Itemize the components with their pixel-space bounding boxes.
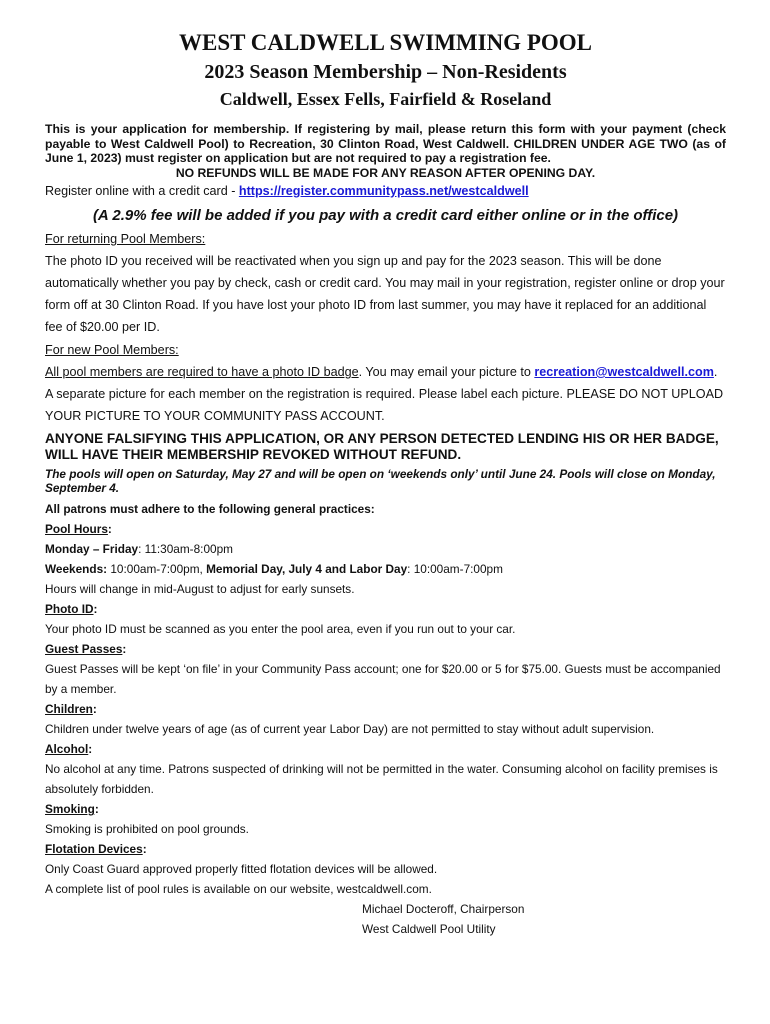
towns-subtitle: Caldwell, Essex Fells, Fairfield & Roseland: [219, 89, 552, 109]
email-link[interactable]: recreation@westcaldwell.com: [534, 365, 714, 379]
weekend-hours: 10:00am-7:00pm,: [107, 562, 207, 576]
weekday-label: Monday – Friday: [45, 542, 139, 556]
photo-id-heading: Photo ID:: [45, 602, 98, 616]
register-link[interactable]: https://register.communitypass.net/westcaldwell: [238, 184, 529, 198]
new-members-text: [45, 361, 726, 427]
new-members-section: [45, 340, 726, 361]
no-refunds-notice: NO REFUNDS WILL BE MADE FOR ANY REASON AFTER OPENING DAY.: [175, 165, 596, 180]
flotation-heading: Flotation Devices:: [45, 842, 147, 856]
season-subtitle: 2023 Season Membership – Non-Residents: [204, 61, 567, 83]
opening-dates: The pools will open on Saturday, May 27 and will be open on ‘weekends only’ until June 24. Pools will close on Monday, September 4.: [45, 467, 716, 495]
weekday-hours: : 11:30am-8:00pm: [138, 542, 233, 556]
practices-intro: All patrons must adhere to the following general practices:: [45, 502, 375, 516]
register-online-line: [45, 180, 726, 202]
returning-members-section: [45, 229, 726, 250]
weekday-hours-line: [45, 539, 726, 559]
photo-id-text: Your photo ID must be scanned as you enter the pool area, even if you run out to your car.: [45, 622, 516, 636]
hours-change-note: Hours will change in mid-August to adjust for early sunsets.: [45, 582, 355, 596]
smoking-text: Smoking is prohibited on pool grounds.: [45, 822, 249, 836]
intro-paragraph: This is your application for membership. If registering by mail, please return this form with your payment (check payable to West Caldwell Pool) to Recreation, 30 Clinton Road, West Caldwell. CHILDREN UNDER AGE TWO (as of June 1, 2023) must register on application but are not required to pay a registration fee.: [45, 122, 726, 165]
alcohol-heading: Alcohol:: [45, 742, 93, 756]
holidays-label: Memorial Day, July 4 and Labor Day: [206, 562, 408, 576]
new-members-instructions: . A separate picture for each member on the registration is required. Please label each picture. PLEASE DO NOT UPLOAD YOUR PICTURE TO YOUR COMMUNITY PASS ACCOUNT.: [45, 365, 724, 423]
weekend-hours-line: [45, 559, 726, 579]
guest-passes-text: Guest Passes will be kept ‘on file’ in your Community Pass account; one for $20.00 or 5 for $75.00. Guests must be accompanied by a member.: [45, 662, 721, 696]
signature-name: Michael Docteroff, Chairperson: [362, 902, 525, 916]
pool-hours-heading: Pool Hours:: [45, 522, 112, 536]
rules-note: A complete list of pool rules is available on our website, westcaldwell.com.: [45, 882, 432, 896]
weekend-label: Weekends:: [45, 562, 108, 576]
email-prefix: . You may email your picture to: [358, 365, 535, 379]
credit-card-fee-note: (A 2.9% fee will be added if you pay with a credit card either online or in the office): [92, 207, 679, 224]
photo-badge-rule: All pool members are required to have a photo ID badge: [45, 365, 359, 379]
guest-passes-heading: Guest Passes:: [45, 642, 127, 656]
signature-org: West Caldwell Pool Utility: [362, 922, 496, 936]
flotation-text: Only Coast Guard approved properly fitted flotation devices will be allowed.: [45, 862, 438, 876]
new-members-heading: For new Pool Members:: [45, 343, 179, 357]
returning-members-text: The photo ID you received will be reactivated when you sign up and pay for the 2023 season. This will be done automatically whether you pay by check, cash or credit card. You may mail in your registration, register online or drop your form off at 30 Clinton Road. If you have lost your photo ID from last summer, you may have it replaced for an additional fee of $20.00 per ID.: [45, 254, 725, 334]
falsifying-warning: ANYONE FALSIFYING THIS APPLICATION, OR ANY PERSON DETECTED LENDING HIS OR HER BADGE, WILL HAVE THEIR MEMBERSHIP REVOKED WITHOUT REFUND.: [45, 431, 719, 462]
alcohol-text: No alcohol at any time. Patrons suspected of drinking will not be permitted in the water. Consuming alcohol on facility premises is absolutely forbidden.: [45, 762, 718, 796]
register-online-prefix: Register online with a credit card -: [45, 184, 239, 198]
smoking-heading: Smoking:: [45, 802, 99, 816]
children-text: Children under twelve years of age (as of current year Labor Day) are not permitted to stay without adult supervision.: [45, 722, 655, 736]
holidays-hours: : 10:00am-7:00pm: [407, 562, 503, 576]
returning-members-heading: For returning Pool Members:: [45, 232, 206, 246]
page-title: WEST CALDWELL SWIMMING POOL: [178, 30, 592, 55]
children-heading: Children:: [45, 702, 97, 716]
